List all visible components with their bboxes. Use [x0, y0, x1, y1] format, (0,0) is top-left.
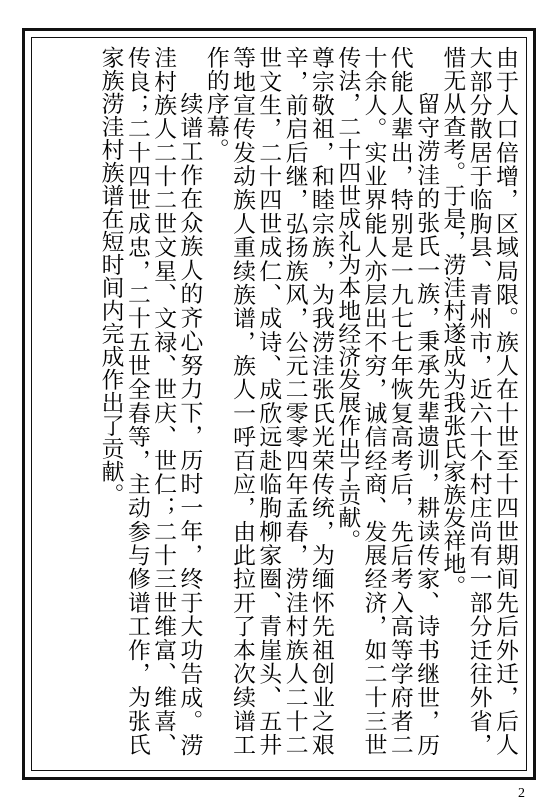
paragraph-4: 续谱工作在众族人的齐心努力下，历时一年，终于大功告成。涝洼村族人二十二世文星、文禄、世庆、世仁；二十三世维富、维喜、传良；二十四世成忠，二十五世全春等，主动参与修谱工作，为张氏家族涝洼村族谱在短时间内完成作出了贡献。: [97, 46, 203, 756]
paragraph-1: 由于人口倍增，区域局限。族人在十世至十四世期间先后外迁，后人大部分散居于临朐县、青州市，近六十个村庄尚有一部分迁往外省，惜无从查考。于是，涝洼村遂成为我张氏家族发祥地。: [439, 46, 518, 756]
page-number: 2: [518, 786, 525, 801]
paragraph-3: 尊宗敬祖，和睦宗族，为我涝洼张氏光荣传统，为缅怀先祖创业之艰辛，前启后继，弘扬族风，公元二零零四年孟春，涝洼村族人二十二世文生，二十四世成仁、成诗、成欣远赴临朐柳家圈、青崖头、五井等地宣传发动族人重续族谱，族人一呼百应，由此拉开了本次续谱工作的序幕。: [202, 46, 334, 756]
paragraph-2: 留守涝洼的张氏一族，秉承先辈遗训，耕读传家、诗书继世，历代能人辈出，特别是一九七七年恢复高考后，先后考入高等学府者二十余人。实业界能人亦层出不穷，诚信经商、发展经济，如二十三世传法，二十四世成礼为本地经济发展作出了贡献。: [334, 46, 440, 756]
vertical-text-body: [44, 46, 518, 756]
